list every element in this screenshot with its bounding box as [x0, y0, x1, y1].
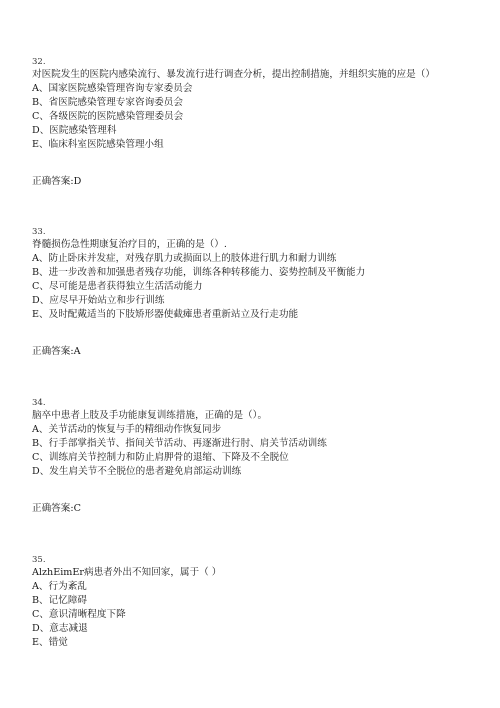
- option-a: A、国家医院感染管理咨询专家委员会: [32, 83, 193, 94]
- question-35: [32, 554, 472, 650]
- option-c: C、各级医院的医院感染管理委员会: [32, 111, 184, 122]
- question-stem: 脑卒中患者上肢及手功能康复训练措施，正确的是（）。: [32, 410, 268, 421]
- option-b: B、行手部掌指关节、指间关节活动、再逐渐进行肘、肩关节活动训练: [32, 438, 327, 449]
- option-a: A、关节活动的恢复与手的精细动作恢复同步: [32, 424, 222, 435]
- option-d: D、发生肩关节不全脱位的患者避免肩部运动训练: [32, 466, 242, 477]
- question-stem: 对医院发生的医院内感染流行、暴发流行进行调查分析，提出控制措施，并组织实施的应是（）: [32, 69, 435, 80]
- answer-33: 正确答案:A: [32, 346, 81, 357]
- question-33: [32, 226, 472, 322]
- question-number: 34.: [32, 398, 46, 408]
- question-32: [32, 56, 472, 152]
- option-d: D、意志减退: [32, 623, 88, 634]
- option-e: E、临床科室医院感染管理小组: [32, 139, 164, 150]
- question-stem: 脊髓损伤急性期康复治疗目的，正确的是（）.: [32, 239, 227, 250]
- option-c: C、训练肩关节控制力和防止肩胛骨的退缩、下降及不全脱位: [32, 452, 289, 463]
- answer-32: 正确答案:D: [32, 176, 82, 187]
- question-number: 32.: [32, 57, 46, 67]
- option-b: B、省医院感染管理专家咨询委员会: [32, 97, 183, 108]
- option-a: A、行为紊乱: [32, 581, 87, 592]
- question-stem: AlzhEimEr病患者外出不知回家，属于（ ）: [32, 567, 222, 578]
- question-34: [32, 397, 472, 479]
- option-e: E、错觉: [32, 637, 68, 648]
- option-d: D、应尽早开始站立和步行训练: [32, 295, 165, 306]
- answer-34: 正确答案:C: [32, 503, 81, 514]
- option-a: A、防止卧床并发症，对残存肌力或损面以上的肢体进行肌力和耐力训练: [32, 253, 337, 264]
- option-b: B、进一步改善和加强患者残存功能，训练各种转移能力、姿势控制及平衡能力: [32, 267, 366, 278]
- question-number: 35.: [32, 555, 46, 565]
- option-c: C、尽可能是患者获得独立生活活动能力: [32, 281, 203, 292]
- option-d: D、医院感染管理科: [32, 125, 117, 136]
- question-number: 33.: [32, 227, 46, 237]
- option-e: E、及时配戴适当的下肢矫形器使截瘫患者重新站立及行走功能: [32, 309, 299, 320]
- option-c: C、意识清晰程度下降: [32, 609, 126, 620]
- option-b: B、记忆障碍: [32, 595, 88, 606]
